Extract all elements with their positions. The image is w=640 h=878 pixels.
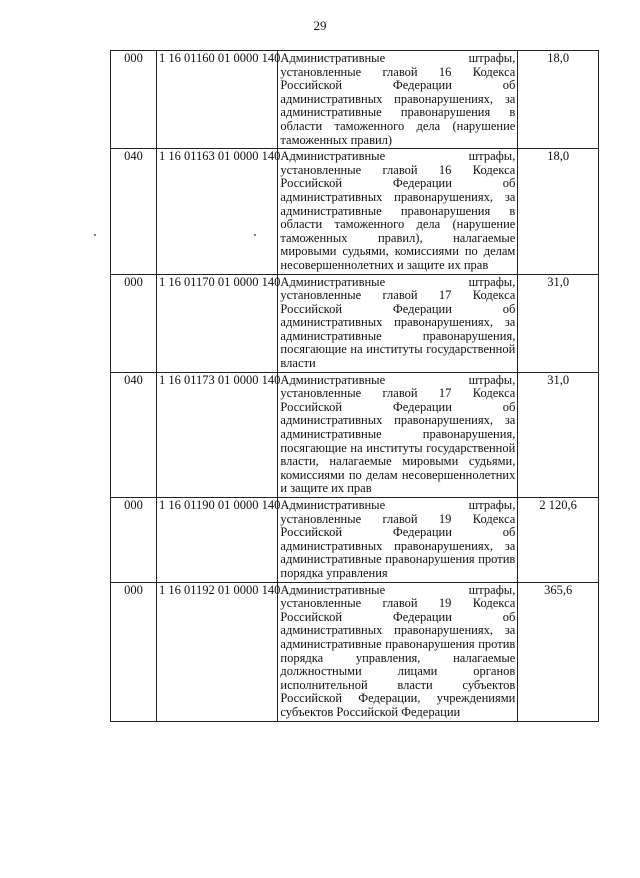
- amount-cell: 18,0: [518, 51, 599, 149]
- description-cell: Административные штрафы, установленные главой 19 Кодекса Российской Федерации об административных правонарушениях, за административные правонарушения против порядка управления: [278, 498, 518, 583]
- table-row: [111, 498, 599, 583]
- table-row: [111, 582, 599, 721]
- kbk-code-cell: 1 16 01163 01 0000 140: [156, 149, 277, 274]
- kbk-code-cell: 1 16 01160 01 0000 140: [156, 51, 277, 149]
- admin-code-cell: 040: [111, 149, 157, 274]
- table-row: [111, 149, 599, 274]
- page-number: 29: [313, 18, 327, 33]
- admin-code-cell: 000: [111, 498, 157, 583]
- description-cell: Административные штрафы, установленные главой 16 Кодекса Российской Федерации об административных правонарушениях, за административные правонарушения в области таможенного дела (нарушение таможенных правил), налагаемые мировыми судьями, комиссиями по делам несовершеннолетних и защите их прав: [278, 149, 518, 274]
- revenue-table-body: [111, 51, 599, 722]
- table-row: [111, 372, 599, 497]
- kbk-code-cell: 1 16 01173 01 0000 140: [156, 372, 277, 497]
- admin-code-cell: 000: [111, 51, 157, 149]
- admin-code-cell: 000: [111, 582, 157, 721]
- description-cell: Административные штрафы, установленные главой 17 Кодекса Российской Федерации об административных правонарушениях, за административные правонарушения, посягающие на институты государственной власти: [278, 274, 518, 372]
- revenue-table: [110, 50, 599, 722]
- kbk-code-cell: 1 16 01192 01 0000 140: [156, 582, 277, 721]
- scan-speck: [94, 234, 96, 236]
- amount-cell: 365,6: [518, 582, 599, 721]
- amount-cell: 31,0: [518, 274, 599, 372]
- amount-cell: 18,0: [518, 149, 599, 274]
- description-cell: Административные штрафы, установленные главой 16 Кодекса Российской Федерации об административных правонарушениях, за административные правонарушения в области таможенного дела (нарушение таможенных правил): [278, 51, 518, 149]
- kbk-code-cell: 1 16 01190 01 0000 140: [156, 498, 277, 583]
- kbk-code-cell: 1 16 01170 01 0000 140: [156, 274, 277, 372]
- table-row: [111, 274, 599, 372]
- admin-code-cell: 000: [111, 274, 157, 372]
- description-cell: Административные штрафы, установленные главой 19 Кодекса Российской Федерации об административных правонарушениях, за административные правонарушения против порядка управления, налагаемые должностными лицами органов исполнительной власти субъектов Российской Федерации, учреждениями субъектов Российской Федерации: [278, 582, 518, 721]
- admin-code-cell: 040: [111, 372, 157, 497]
- amount-cell: 2 120,6: [518, 498, 599, 583]
- table-row: [111, 51, 599, 149]
- amount-cell: 31,0: [518, 372, 599, 497]
- description-cell: Административные штрафы, установленные главой 17 Кодекса Российской Федерации об административных правонарушениях, за административные правонарушения, посягающие на институты государственной власти, налагаемые мировыми судьями, комиссиями по делам несовершеннолетних и защите их прав: [278, 372, 518, 497]
